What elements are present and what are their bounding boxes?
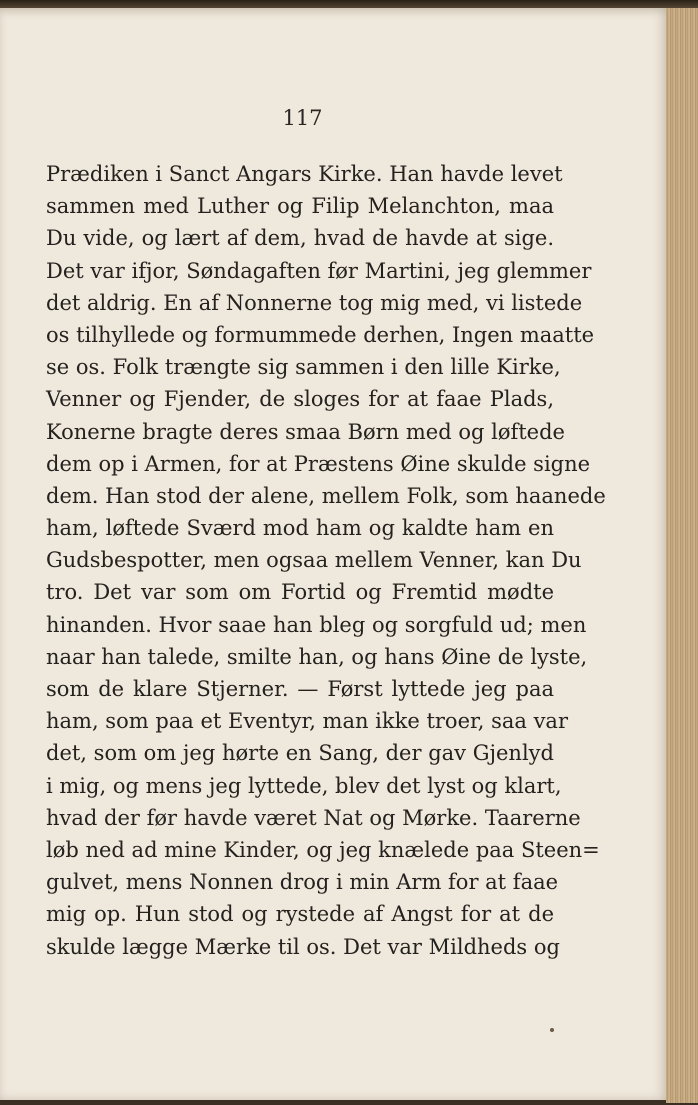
- text-line: ham, som paa et Eventyr, man ikke troer, saa var: [46, 709, 568, 734]
- page-number: 117: [282, 106, 323, 130]
- text-line: Venner og Fjender, de sloges for at faae Plads,: [46, 387, 554, 412]
- text-line: se os. Folk trængte sig sammen i den lille Kirke,: [46, 355, 561, 380]
- text-line: Gudsbespotter, men ogsaa mellem Venner, kan Du: [46, 548, 582, 573]
- body-text: [46, 158, 606, 963]
- text-line: Konerne bragte deres smaa Børn med og løftede: [46, 419, 565, 444]
- text-line: naar han talede, smilte han, og hans Øine de lyste,: [46, 644, 588, 669]
- text-line: hvad der før havde været Nat og Mørke. Taarerne: [46, 805, 581, 830]
- text-line: os tilhyllede og formummede derhen, Ingen maatte: [46, 322, 595, 347]
- text-line: som de klare Stjerner. — Først lyttede jeg paa: [46, 677, 554, 701]
- text-line: Du vide, og lært af dem, hvad de havde at sige.: [46, 226, 554, 251]
- book-page: [0, 8, 668, 1100]
- text-line: dem. Han stod der alene, mellem Folk, som haanede: [46, 483, 606, 508]
- text-line: sammen med Luther og Filip Melanchton, maa: [46, 194, 554, 219]
- text-line: dem op i Armen, for at Præstens Øine skulde signe: [46, 451, 591, 476]
- text-line: gulvet, mens Nonnen drog i min Arm for at faae: [46, 870, 559, 895]
- text-line: det, som om jeg hørte en Sang, der gav Gjenlyd: [46, 741, 554, 766]
- text-line: ham, løftede Sværd mod ham og kaldte ham en: [46, 516, 554, 541]
- text-line: hinanden. Hvor saae han bleg og sorgfuld ud; men: [46, 612, 587, 637]
- text-line: mig op. Hun stod og rystede af Angst for at de: [46, 902, 554, 927]
- page-block-edge: [666, 8, 698, 1103]
- text-line: tro. Det var som om Fortid og Fremtid mødte: [46, 580, 554, 605]
- text-line: det aldrig. En af Nonnerne tog mig med, vi listede: [46, 290, 583, 315]
- text-line: løb ned ad mine Kinder, og jeg knælede paa Steen=: [46, 837, 600, 862]
- text-line: i mig, og mens jeg lyttede, blev det lyst og klart,: [46, 773, 562, 798]
- text-line: Det var ifjor, Søndagaften før Martini, jeg glemmer: [46, 258, 592, 283]
- text-line: skulde lægge Mærke til os. Det var Mildheds og: [46, 934, 560, 959]
- paper-speck: [550, 1028, 554, 1032]
- text-line: Prædiken i Sanct Angars Kirke. Han havde levet: [46, 162, 563, 186]
